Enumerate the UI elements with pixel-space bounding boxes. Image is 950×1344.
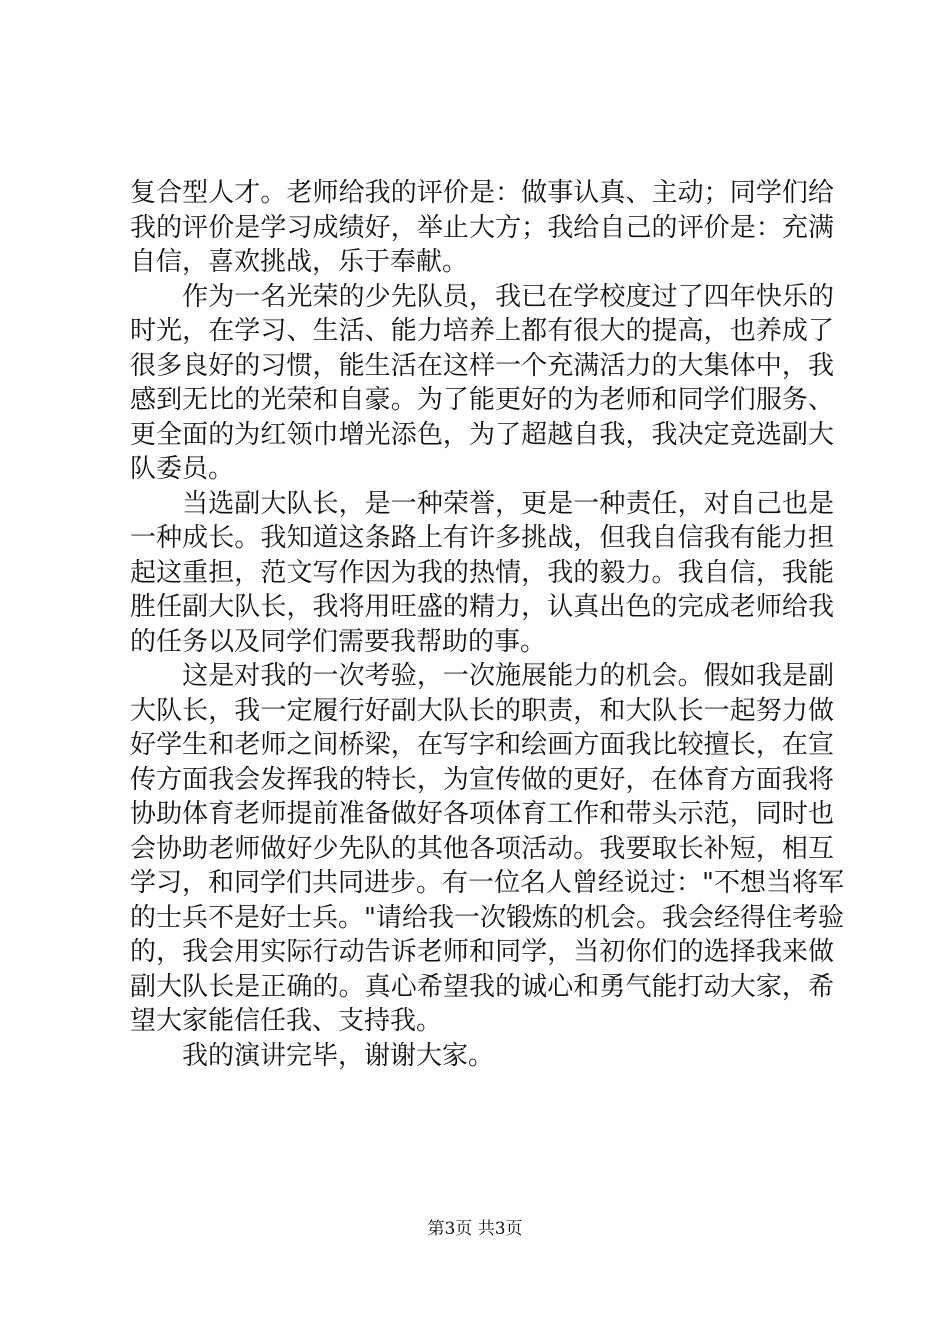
text-line: 的任务以及同学们需要我帮助的事。 [130, 626, 547, 657]
text-line: 队委员。 [130, 454, 235, 484]
text-line: 学习，和同学们共同进步。有一位名人曾经说过："不想当将军 [130, 868, 844, 898]
text-line: 起这重担，范文写作因为我的热情，我的毅力。我自信，我能 [130, 557, 834, 588]
text-line: 自信，喜欢挑战，乐于奉献。 [130, 247, 469, 277]
text-line: 的士兵不是好士兵。"请给我一次锻炼的机会。我会经得住考验 [130, 902, 844, 933]
text-line: 感到无比的光荣和自豪。为了能更好的为老师和同学们服务、 [130, 385, 834, 415]
text-line: 作为一名光荣的少先队员，我已在学校度过了四年快乐的 [130, 281, 834, 312]
text-line: 更全面的为红领巾增光添色，为了超越自我，我决定竞选副大 [130, 419, 834, 450]
text-line: 我的演讲完毕，谢谢大家。 [130, 1040, 495, 1071]
text-line: 很多良好的习惯，能生活在这样一个充满活力的大集体中，我 [130, 350, 834, 381]
document-body [130, 176, 844, 1073]
text-line: 协助体育老师提前准备做好各项体育工作和带头示范，同时也 [130, 799, 834, 829]
text-line: 好学生和老师之间桥梁，在写字和绘画方面我比较擅长，在宣 [130, 730, 834, 760]
text-line: 的，我会用实际行动告诉老师和同学，当初你们的选择我来做 [130, 937, 834, 967]
text-line: 当选副大队长，是一种荣誉，更是一种责任，对自己也是 [130, 488, 834, 519]
page-footer: 第3页 共3页 [427, 1219, 523, 1239]
text-line: 时光，在学习、生活、能力培养上都有很大的提高，也养成了 [130, 316, 834, 346]
text-line: 胜任副大队长，我将用旺盛的精力，认真出色的完成老师给我 [130, 592, 834, 622]
text-line: 我的评价是学习成绩好，举止大方；我给自己的评价是：充满 [130, 212, 834, 243]
text-line: 会协助老师做好少先队的其他各项活动。我要取长补短，相互 [130, 833, 834, 864]
text-line: 望大家能信任我、支持我。 [130, 1006, 443, 1036]
text-line: 这是对我的一次考验，一次施展能力的机会。假如我是副 [130, 661, 834, 691]
text-line: 副大队长是正确的。真心希望我的诚心和勇气能打动大家，希 [130, 971, 834, 1002]
text-line: 传方面我会发挥我的特长，为宣传做的更好，在体育方面我将 [130, 764, 834, 795]
text-line: 一种成长。我知道这条路上有许多挑战，但我自信我有能力担 [130, 523, 834, 553]
text-line: 复合型人才。老师给我的评价是：做事认真、主动；同学们给 [130, 178, 834, 208]
text-line: 大队长，我一定履行好副大队长的职责，和大队长一起努力做 [130, 695, 834, 726]
